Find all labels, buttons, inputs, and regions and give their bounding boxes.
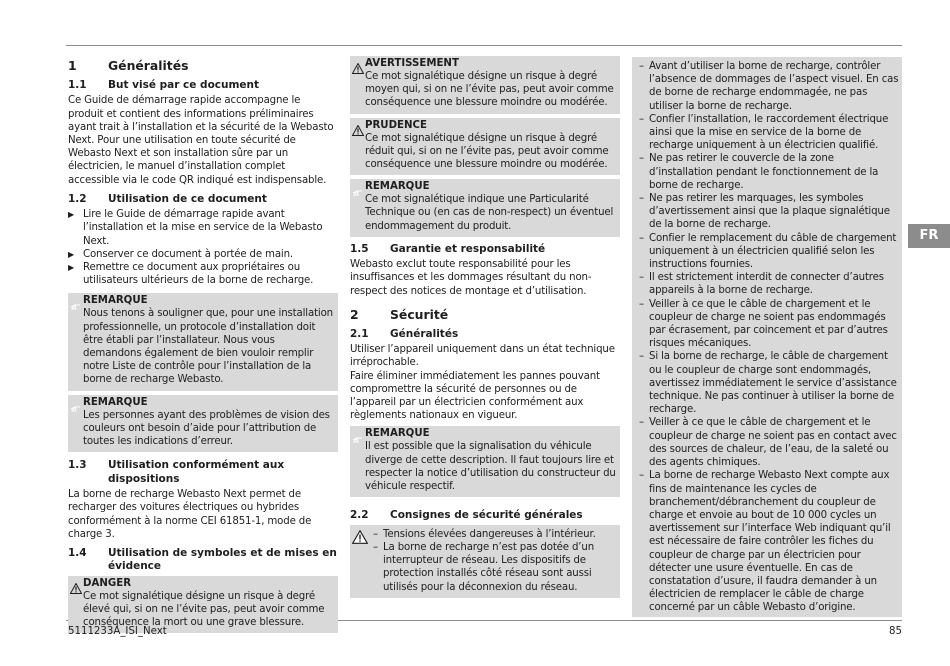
list-item: – Veiller à ce que le câble de chargement et le coupleur de charge ne soient pas en contact avec des sources de chaleur, de l’eau, de la saleté ou des agents chimiques. [639, 417, 897, 469]
paragraph: Utiliser l’appareil uniquement dans un état technique irréprochable. [350, 344, 615, 369]
subsection-heading: 1.1 But visé par ce document [68, 79, 260, 91]
hand-pointer-icon [352, 429, 363, 448]
list-item: – Tensions élevées dangereuses à l’intérieur. [373, 528, 596, 540]
list-item: – La borne de recharge n’est pas dotée d’un interrupteur de réseau. Les dispositifs de protection installés côté réseau sont aussi utilisés pour la déconnexion du réseau. [373, 541, 595, 593]
list-item: – Ne pas retirer les marquages, les symboles d’avertissement ainsi que la plaque signalétique de la borne de recharge. [639, 193, 890, 231]
paragraph: Ce Guide de démarrage rapide accompagne le produit et contient des informations préliminaires ayant trait à l’installation et la sécurité de la Webasto Next. Pour une utilisation en toute sécurité de Webasto Next et son installation sûre par un électricien, le manuel d’installation complet accessible via le code QR indiqué est indispensable. [68, 95, 334, 186]
list-item: ▶ Remettre ce document aux propriétaires ou utilisateurs ultérieurs de la borne de recharge. [68, 262, 314, 287]
column-3 [632, 57, 902, 617]
footer-page-number: 85 [889, 626, 902, 637]
subsection-heading: 1.3 Utilisation conformément aux dispositions [68, 459, 285, 485]
note-box: REMARQUE Les personnes ayant des problèmes de vision des couleurs ont besoin d’aide pour l’attribution de toutes les indications d’erreur. [68, 395, 338, 453]
list-item: ▶ Conserver ce document à portée de main. [68, 248, 293, 260]
list-item: – Avant d’utiliser la borne de recharge, contrôler l’absence de dommages de l’aspect visuel. En cas de borne de recharge endommagée, ne pas utiliser la borne de recharge. [639, 61, 899, 112]
safety-list [632, 57, 902, 617]
note-box: REMARQUE Nous tenons à souligner que, pour une installation professionnelle, un protocole d’installation doit être établi par l’installateur. Nous vous demandons également de bien vouloir remplir notre Liste de contrôle pour l’installation de la borne de recharge Webasto. [68, 293, 338, 390]
paragraph: Webasto exclut toute responsabilité pour les insuffisances et les dommages résultant du non-respect des notices de montage et d’utilisation. [350, 259, 592, 297]
column-2 [350, 56, 620, 598]
hand-pointer-icon [70, 398, 81, 417]
warning-triangle-icon [352, 59, 364, 78]
note-box: REMARQUE Ce mot signalétique indique une Particularité Technique ou (en cas de non-respect) un éventuel endommagement du produit. [350, 179, 620, 237]
paragraph: Faire éliminer immédiatement les pannes pouvant compromettre la sécurité de personnes ou de l’appareil par un électricien conformément aux règlements nationaux en vigueur. [350, 370, 600, 422]
list-item: – Si la borne de recharge, le câble de chargement ou le coupleur de charge sont endommagés, avertissez immédiatement le service d’assistance technique. Ne pas continuer à utiliser la borne de recharge. [639, 351, 897, 416]
top-rule [66, 45, 902, 46]
hand-pointer-icon [70, 296, 81, 315]
subsection-heading: 2.2 Consignes de sécurité générales [350, 509, 583, 522]
warning-triangle-icon [70, 579, 82, 598]
caution-box: PRUDENCE Ce mot signalétique désigne un risque à degré réduit qui, si on ne l’évite pas, peut avoir comme conséquence une blessure moindre ou modérée. [350, 118, 620, 176]
note-box: REMARQUE Il est possible que la signalisation du véhicule diverge de cette description. Il faut toujours lire et respecter la notice d’utilisation du constructeur du véhicule respectif. [350, 426, 620, 497]
triangle-bullet-icon: ▶ [68, 263, 75, 273]
hand-pointer-icon [352, 182, 363, 201]
triangle-bullet-icon: ▶ [68, 210, 75, 220]
warning-box: AVERTISSEMENT Ce mot signalétique désigne un risque à degré moyen qui, si on ne l’évite pas, peut avoir comme conséquence une blessure moindre ou modérée. [350, 56, 620, 114]
list-item: – Veiller à ce que le câble de chargement et le coupleur de charge ne soient pas endommagés par écrasement, par coincement et par d’autres risques mécaniques. [639, 298, 888, 350]
subsection-heading: 1.5 Garantie et responsabilité [350, 242, 546, 255]
list-item: ▶ Lire le Guide de démarrage rapide avant l’installation et la mise en service de la Webasto Next. [68, 209, 323, 247]
footer-doc-id: 5111233A_ISI_Next [68, 626, 167, 637]
subsection-heading: 1.2 Utilisation de ce document [68, 192, 267, 205]
section-heading: 1 Généralités [68, 58, 189, 73]
subsection-heading: 2.1 Généralités [350, 327, 459, 340]
section-heading: 2 Sécurité [350, 306, 449, 322]
subsection-heading: 1.4 Utilisation de symboles et de mises en évidence [68, 546, 337, 573]
list-item: – La borne de recharge Webasto Next compte aux fins de maintenance les cycles de branchement/débranchement du coupleur de charge et envoie au bout de 10 000 cycles un avertissement sur l’interface Web indiquant qu’il est nécessaire de faire contrôler les fiches du coupleur de charge par un électricien pour détecter une usure éventuelle. En cas de constatation d’usure, il faudra demander à un électricien de remplacer le câble de charge concerné par un câble Webasto d’origine. [639, 470, 891, 614]
warning-triangle-icon [352, 529, 368, 548]
triangle-bullet-icon: ▶ [68, 249, 75, 259]
paragraph: La borne de recharge Webasto Next permet de recharger des voitures électriques ou hybrides conformément à la norme CEI 61851-1, mode de charge 3. [68, 489, 312, 540]
list-item: – Confier l’installation, le raccordement électrique ainsi que la mise en service de la borne de recharge uniquement à un électricien qualifié. [639, 113, 889, 152]
warning-triangle-icon [352, 121, 364, 140]
safety-box [350, 525, 620, 598]
list-item: – Ne pas retirer le couvercle de la zone d’installation pendant le fonctionnement de la borne de recharge. [639, 153, 879, 191]
list-item: – Confier le remplacement du câble de chargement uniquement à un électricien qualifié selon les instructions fournies. [639, 232, 897, 271]
list-item: – Il est strictement interdit de connecter d’autres appareils à la borne de recharge. [639, 272, 884, 297]
danger-box: DANGER Ce mot signalétique désigne un risque à degré élevé qui, si on ne l’évite pas, peut avoir comme conséquence la mort ou une grave blessure. [68, 576, 338, 634]
language-tab: FR [908, 224, 950, 248]
column-1 [68, 56, 338, 637]
